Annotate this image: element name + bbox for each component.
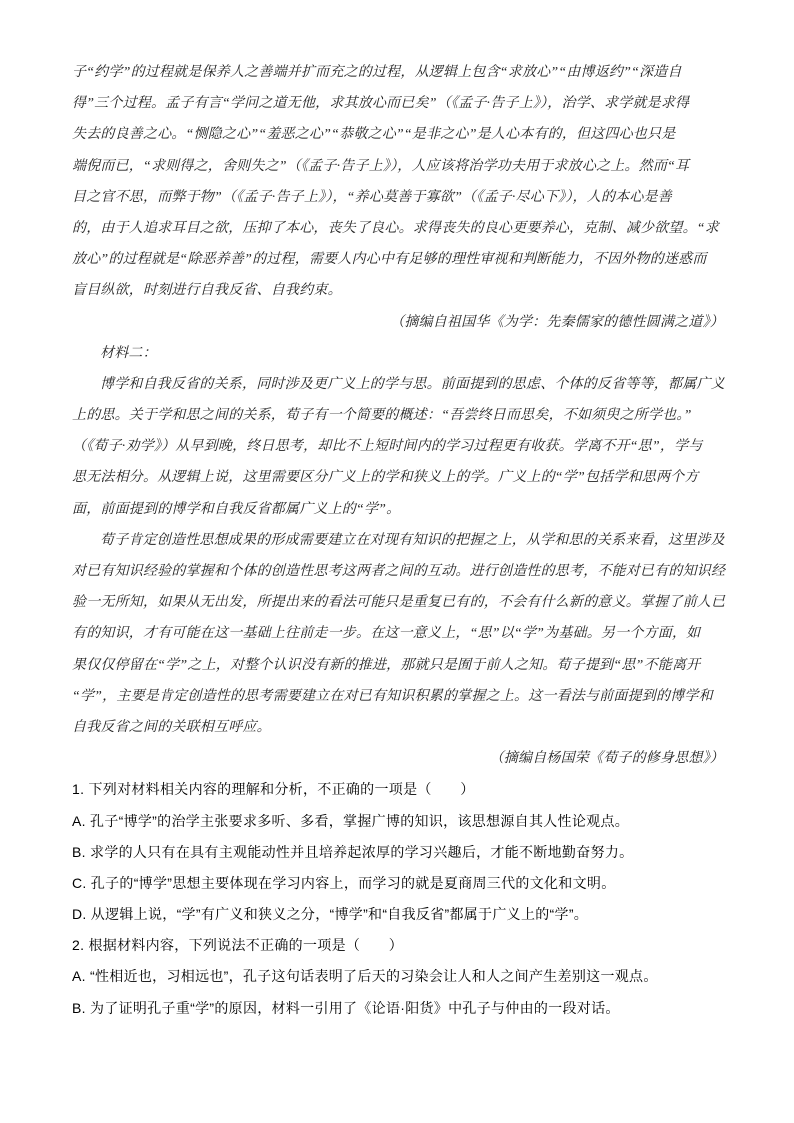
material-two-p2-line-7: 自我反省之间的关联相互呼应。 [72,719,271,735]
material-two-p1-line-3: （《荀子·劝学》）从早到晚，终日思考，却比不上短时间内的学习过程更有收获。学离不开“思”，学与 [72,439,703,455]
material-two-heading: 材料二： [100,345,157,361]
material-one-line-5: 目之官不思，而弊于物”（《孟子·告子上》），“养心莫善于寡欲”（《孟子·尽心下》），人的本心是善 [72,189,672,205]
question-1-option-C: C. 孔子的“博学”思想主要体现在学习内容上，而学习的就是夏商周三代的文化和文明。 [72,874,616,891]
material-two-p1-line-2: 上的思。关于学和思之间的关系，荀子有一个简要的概述：“吾尝终日而思矣，不如须臾之所学也。” [72,408,692,424]
material-one-line-8: 盲目纵欲，时刻进行自我反省、自我约束。 [72,283,342,299]
material-two-p2-line-4: 有的知识，才有可能在这一基础上往前走一步。在这一意义上，“思”以“学”为基础。另一个方面，如 [72,626,701,642]
material-one-attribution: （摘编自祖国华《为学：先秦儒家的德性圆满之道》） [390,314,724,330]
material-two-p1-line-5: 面，前面提到的博学和自我反省都属广义上的“学”。 [72,501,401,517]
material-one-line-2: 得”三个过程。孟子有言“学问之道无他，求其放心而已矣”（《孟子·告子上》），治学、求学就是求得 [72,96,690,112]
material-two-p1-line-1: 博学和自我反省的关系，同时涉及更广义上的学与思。前面提到的思虑、个体的反省等等，都属广义 [100,376,725,392]
material-one-line-4: 端倪而已，“求则得之，舍则失之”（《孟子·告子上》），人应该将治学功夫用于求放心之上。然而“耳 [72,158,690,174]
material-two-p2-line-1: 荀子肯定创造性思想成果的形成需要建立在对现有知识的把握之上，从学和思的关系来看，这里涉及 [100,532,725,548]
material-one-line-1: 子“约学”的过程就是保养人之善端并扩而充之的过程，从逻辑上包含“求放心”“由博返约”“深造自 [72,65,682,80]
question-1-option-D: D. 从逻辑上说，“学”有广义和狭义之分，“博学”和“自我反省”都属于广义上的“学”。 [72,906,589,923]
material-one-line-3: 失去的良善之心。“恻隐之心”“羞恶之心”“恭敬之心”“是非之心”是人心本有的，但这四心也只是 [72,127,676,143]
material-two-p2-line-3: 验一无所知，如果从无出发，所提出来的看法可能只是重复已有的，不会有什么新的意义。掌握了前人已 [72,595,726,611]
material-two-p2-line-6: “学”，主要是肯定创造性的思考需要建立在对已有知识积累的掌握之上。这一看法与前面提到的博学和 [72,688,713,704]
question-2-option-B: B. 为了证明孔子重“学”的原因，材料一引用了《论语·阳货》中孔子与仲由的一段对话。 [72,999,620,1016]
document-content [72,57,724,1024]
question-2-stem: 2. 根据材料内容，下列说法不正确的一项是（ ） [72,937,404,954]
material-one-line-7: 放心”的过程就是“除恶养善”的过程，需要人内心中有足够的理性审视和判断能力，不因外物的迷惑而 [72,252,707,268]
material-two-p2-line-5: 果仅仅停留在“学”之上，对整个认识没有新的推进，那就只是囿于前人之知。荀子提到“思”不能离开 [72,657,701,673]
question-1-option-B: B. 求学的人只有在具有主观能动性并且培养起浓厚的学习兴趣后，才能不断地勤奋努力。 [72,843,634,860]
question-1-stem: 1. 下列对材料相关内容的理解和分析，不正确的一项是（ ） [72,781,475,798]
question-2-option-A: A. “性相近也，习相远也”，孔子这句话表明了后天的习染会让人和人之间产生差别这一观点。 [72,968,658,985]
material-two-p2-line-2: 对已有知识经验的掌握和个体的创造性思考这两者之间的互动。进行创造性的思考，不能对已有的知识经 [72,564,726,579]
question-1-option-A: A. 孔子“博学”的治学主张要求多听、多看，掌握广博的知识，该思想源自其人性论观点。 [72,812,630,829]
material-two-p1-line-4: 思无法相分。从逻辑上说，这里需要区分广义上的学和狭义上的学。广义上的“学”包括学和思两个方 [72,470,699,486]
material-two-attribution: （摘编自杨国荣《荀子的修身思想》） [489,751,724,767]
material-one-line-6: 的，由于人追求耳目之欲，压抑了本心，丧失了良心。求得丧失的良心更要养心，克制、减少欲望。“求 [72,220,719,236]
